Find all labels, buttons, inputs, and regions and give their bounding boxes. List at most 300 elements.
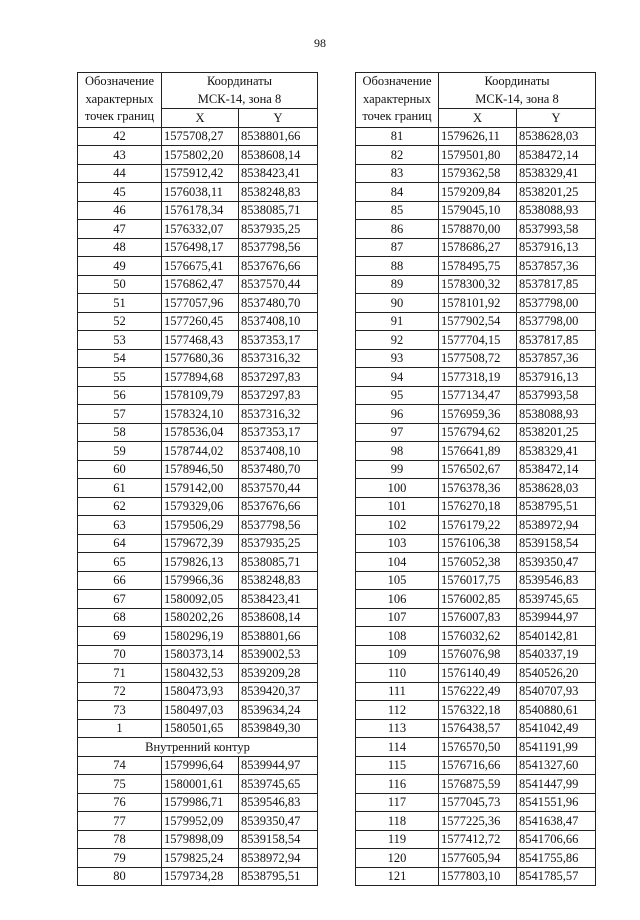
y-coordinate: 8537817,85 [517,331,596,350]
x-coordinate: 1579506,29 [162,516,239,535]
y-coordinate: 8538201,25 [517,423,596,442]
section-row [78,738,318,757]
table-row [356,516,596,535]
y-coordinate: 8538201,25 [517,183,596,202]
table-row [78,627,318,646]
x-coordinate: 1580373,14 [162,645,239,664]
point-number: 47 [78,220,162,239]
table-row [356,368,596,387]
y-coordinate: 8539158,54 [239,830,318,849]
x-coordinate: 1576862,47 [162,275,239,294]
x-coordinate: 1580202,26 [162,608,239,627]
x-coordinate: 1577134,47 [439,386,517,405]
point-number: 85 [356,201,439,220]
y-coordinate: 8541706,66 [517,830,596,849]
table-row [78,849,318,868]
header-line-3: точек границ [362,109,432,123]
y-coordinate: 8537935,25 [239,220,318,239]
table-row [356,608,596,627]
point-number: 69 [78,627,162,646]
table-row [78,590,318,609]
y-column-header: Y [517,109,596,128]
x-coordinate: 1579045,10 [439,201,517,220]
point-number: 73 [78,701,162,720]
point-number: 90 [356,294,439,313]
point-number: 113 [356,719,439,738]
point-number: 74 [78,756,162,775]
x-column-header: X [162,109,239,128]
table-row [78,460,318,479]
table-row [356,312,596,331]
x-coordinate: 1576794,62 [439,423,517,442]
table-row [78,497,318,516]
y-coordinate: 8537676,66 [239,497,318,516]
x-coordinate: 1577318,19 [439,368,517,387]
table-row [78,146,318,165]
point-number: 56 [78,386,162,405]
x-column-header: X [439,109,517,128]
page-number: 98 [314,36,326,50]
x-coordinate: 1579672,39 [162,534,239,553]
x-coordinate: 1577902,54 [439,312,517,331]
x-coordinate: 1576032,62 [439,627,517,646]
table-row [356,183,596,202]
x-coordinate: 1579966,36 [162,571,239,590]
table-row [356,553,596,572]
point-number: 61 [78,479,162,498]
point-number: 66 [78,571,162,590]
point-number: 112 [356,701,439,720]
table-row [356,867,596,886]
y-coordinate: 8538972,94 [239,849,318,868]
y-coordinate: 8537798,00 [517,294,596,313]
point-number: 102 [356,516,439,535]
point-number: 114 [356,738,439,757]
y-coordinate: 8537297,83 [239,386,318,405]
point-number: 42 [78,127,162,146]
point-number: 94 [356,368,439,387]
point-number: 106 [356,590,439,609]
coordinates-table-right-body [356,73,596,886]
point-number: 51 [78,294,162,313]
x-coordinate: 1579986,71 [162,793,239,812]
point-number: 55 [78,368,162,387]
table-row [78,571,318,590]
x-coordinate: 1576570,50 [439,738,517,757]
x-coordinate: 1576179,22 [439,516,517,535]
point-number: 60 [78,460,162,479]
y-coordinate: 8538795,51 [239,867,318,886]
y-coordinate: 8537857,36 [517,349,596,368]
point-number: 76 [78,793,162,812]
x-coordinate: 1580432,53 [162,664,239,683]
x-coordinate: 1575708,27 [162,127,239,146]
point-number: 103 [356,534,439,553]
point-number: 98 [356,442,439,461]
table-row [78,238,318,257]
table-row [356,849,596,868]
table-row [356,386,596,405]
point-number: 63 [78,516,162,535]
coordinates-table-left-body [78,73,318,886]
x-coordinate: 1579825,24 [162,849,239,868]
y-coordinate: 8537993,58 [517,386,596,405]
table-row [78,479,318,498]
x-coordinate: 1579826,13 [162,553,239,572]
x-coordinate: 1580001,61 [162,775,239,794]
table-row [78,349,318,368]
x-coordinate: 1579898,09 [162,830,239,849]
x-coordinate: 1577803,10 [439,867,517,886]
x-coordinate: 1580501,65 [162,719,239,738]
point-number: 84 [356,183,439,202]
point-number: 54 [78,349,162,368]
x-coordinate: 1576002,85 [439,590,517,609]
x-coordinate: 1576140,49 [439,664,517,683]
coordinates-title: Координаты [206,74,273,88]
y-coordinate: 8537353,17 [239,331,318,350]
x-coordinate: 1576106,38 [439,534,517,553]
table-row [78,830,318,849]
y-coordinate: 8540526,20 [517,664,596,683]
table-row [356,719,596,738]
table-row [356,793,596,812]
point-designation-header [356,73,439,128]
x-coordinate: 1576052,38 [439,553,517,572]
point-number: 70 [78,645,162,664]
y-coordinate: 8541638,47 [517,812,596,831]
point-number: 64 [78,534,162,553]
point-number: 71 [78,664,162,683]
x-coordinate: 1578109,79 [162,386,239,405]
point-number: 100 [356,479,439,498]
table-row [356,164,596,183]
y-coordinate: 8541447,99 [517,775,596,794]
table-row [78,331,318,350]
y-coordinate: 8539944,97 [239,756,318,775]
table-row [356,220,596,239]
x-coordinate: 1576038,11 [162,183,239,202]
x-coordinate: 1576875,59 [439,775,517,794]
x-coordinate: 1576498,17 [162,238,239,257]
y-coordinate: 8538423,41 [239,590,318,609]
point-number: 65 [78,553,162,572]
x-coordinate: 1576222,49 [439,682,517,701]
y-coordinate: 8537408,10 [239,442,318,461]
y-coordinate: 8541042,49 [517,719,596,738]
x-coordinate: 1576332,07 [162,220,239,239]
coordinate-system: МСК-14, зона 8 [197,91,282,106]
x-coordinate: 1579501,80 [439,146,517,165]
table-row [78,201,318,220]
table-row [356,294,596,313]
table-row [356,442,596,461]
point-number: 44 [78,164,162,183]
table-row [78,423,318,442]
y-coordinate: 8537817,85 [517,275,596,294]
point-number: 97 [356,423,439,442]
y-coordinate: 8537935,25 [239,534,318,553]
x-coordinate: 1576641,89 [439,442,517,461]
x-coordinate: 1576007,83 [439,608,517,627]
x-coordinate: 1580092,05 [162,590,239,609]
x-coordinate: 1578495,75 [439,257,517,276]
point-number: 68 [78,608,162,627]
x-coordinate: 1579952,09 [162,812,239,831]
y-coordinate: 8541191,99 [517,738,596,757]
point-number: 46 [78,201,162,220]
x-coordinate: 1579734,28 [162,867,239,886]
table-row [78,127,318,146]
coordinates-table-right [355,72,596,886]
point-number: 110 [356,664,439,683]
y-coordinate: 8540142,81 [517,627,596,646]
point-number: 88 [356,257,439,276]
table-row [78,183,318,202]
y-coordinate: 8537798,00 [517,312,596,331]
y-coordinate: 8539546,83 [517,571,596,590]
table-row [356,701,596,720]
table-row [356,257,596,276]
y-coordinate: 8538628,03 [517,479,596,498]
x-coordinate: 1577508,72 [439,349,517,368]
point-number: 95 [356,386,439,405]
table-row [356,830,596,849]
point-number: 117 [356,793,439,812]
y-coordinate: 8539420,37 [239,682,318,701]
x-coordinate: 1575802,20 [162,146,239,165]
y-coordinate: 8537480,70 [239,460,318,479]
x-coordinate: 1577605,94 [439,849,517,868]
table-row [78,294,318,313]
point-number: 111 [356,682,439,701]
table-row [356,627,596,646]
table-row [78,756,318,775]
x-coordinate: 1578870,00 [439,220,517,239]
table-row [356,275,596,294]
point-number: 45 [78,183,162,202]
x-coordinate: 1579209,84 [439,183,517,202]
y-coordinate: 8538801,66 [239,127,318,146]
y-coordinate: 8541327,60 [517,756,596,775]
point-number: 121 [356,867,439,886]
x-coordinate: 1576716,66 [439,756,517,775]
y-coordinate: 8537408,10 [239,312,318,331]
table-row [78,312,318,331]
x-coordinate: 1577225,36 [439,812,517,831]
point-number: 67 [78,590,162,609]
y-coordinate: 8537798,56 [239,516,318,535]
table-row [78,608,318,627]
y-coordinate: 8539745,65 [517,590,596,609]
table-row [356,201,596,220]
coordinate-system: МСК-14, зона 8 [475,91,559,106]
y-coordinate: 8538972,94 [517,516,596,535]
table-row [78,275,318,294]
point-number: 104 [356,553,439,572]
table-row [356,664,596,683]
y-coordinate: 8538608,14 [239,146,318,165]
table-row [78,664,318,683]
x-coordinate: 1576270,18 [439,497,517,516]
point-number: 80 [78,867,162,886]
table-row [356,331,596,350]
table-row [356,534,596,553]
y-coordinate: 8537916,13 [517,238,596,257]
y-coordinate: 8538248,83 [239,183,318,202]
x-coordinate: 1576675,41 [162,257,239,276]
point-number: 62 [78,497,162,516]
y-coordinate: 8537798,56 [239,238,318,257]
x-coordinate: 1578744,02 [162,442,239,461]
x-coordinate: 1577894,68 [162,368,239,387]
y-coordinate: 8538088,93 [517,201,596,220]
table-row [78,812,318,831]
y-coordinate: 8539158,54 [517,534,596,553]
point-number: 86 [356,220,439,239]
header-line-1: Обозначение [84,74,155,88]
y-coordinate: 8538423,41 [239,164,318,183]
point-number: 43 [78,146,162,165]
table-row [356,812,596,831]
table-row [78,257,318,276]
y-coordinate: 8541785,57 [517,867,596,886]
point-number: 105 [356,571,439,590]
y-coordinate: 8538248,83 [239,571,318,590]
x-coordinate: 1576017,75 [439,571,517,590]
coordinates-table-left [77,72,318,886]
point-number: 1 [78,719,162,738]
y-coordinate: 8538801,66 [239,627,318,646]
point-number: 72 [78,682,162,701]
table-row [78,164,318,183]
header-line-2: характерных [363,91,431,106]
x-coordinate: 1577412,72 [439,830,517,849]
coordinates-header [439,73,596,109]
y-coordinate: 8539350,47 [239,812,318,831]
y-coordinate: 8538608,14 [239,608,318,627]
table-row [356,349,596,368]
y-coordinate: 8539849,30 [239,719,318,738]
y-coordinate: 8537857,36 [517,257,596,276]
table-row [78,405,318,424]
y-coordinate: 8539002,53 [239,645,318,664]
y-coordinate: 8537353,17 [239,423,318,442]
y-coordinate: 8538085,71 [239,201,318,220]
point-number: 91 [356,312,439,331]
x-coordinate: 1578324,10 [162,405,239,424]
table-row [356,497,596,516]
x-coordinate: 1579626,11 [439,127,517,146]
x-coordinate: 1577680,36 [162,349,239,368]
x-coordinate: 1576502,67 [439,460,517,479]
table-row [356,405,596,424]
table-row [356,146,596,165]
table-row [356,590,596,609]
table-row [356,238,596,257]
point-number: 116 [356,775,439,794]
y-coordinate: 8537570,44 [239,275,318,294]
table-row [356,479,596,498]
table-row [78,867,318,886]
table-row [78,682,318,701]
table-row [78,516,318,535]
y-column-header: Y [239,109,318,128]
table-row [356,682,596,701]
y-coordinate: 8541755,86 [517,849,596,868]
x-coordinate: 1577260,45 [162,312,239,331]
y-coordinate: 8540880,61 [517,701,596,720]
x-coordinate: 1579362,58 [439,164,517,183]
header-line-3: точек границ [84,109,155,123]
table-row [78,719,318,738]
point-number: 50 [78,275,162,294]
point-number: 109 [356,645,439,664]
y-coordinate: 8537676,66 [239,257,318,276]
y-coordinate: 8538472,14 [517,146,596,165]
y-coordinate: 8538472,14 [517,460,596,479]
table-row [78,442,318,461]
point-number: 92 [356,331,439,350]
y-coordinate: 8538088,93 [517,405,596,424]
x-coordinate: 1576378,36 [439,479,517,498]
y-coordinate: 8537316,32 [239,405,318,424]
table-row [356,423,596,442]
y-coordinate: 8538628,03 [517,127,596,146]
coordinates-header [162,73,318,109]
point-number: 53 [78,331,162,350]
y-coordinate: 8538329,41 [517,442,596,461]
y-coordinate: 8537993,58 [517,220,596,239]
point-number: 79 [78,849,162,868]
point-number: 83 [356,164,439,183]
x-coordinate: 1576438,57 [439,719,517,738]
table-row [78,534,318,553]
x-coordinate: 1578300,32 [439,275,517,294]
point-number: 89 [356,275,439,294]
table-row [356,775,596,794]
y-coordinate: 8539745,65 [239,775,318,794]
table-row [356,127,596,146]
point-number: 118 [356,812,439,831]
table-row [78,553,318,572]
x-coordinate: 1576322,18 [439,701,517,720]
point-number: 48 [78,238,162,257]
y-coordinate: 8537570,44 [239,479,318,498]
point-number: 115 [356,756,439,775]
table-row [356,756,596,775]
point-number: 52 [78,312,162,331]
y-coordinate: 8537316,32 [239,349,318,368]
table-row [356,571,596,590]
table-row [356,460,596,479]
point-number: 119 [356,830,439,849]
point-number: 108 [356,627,439,646]
table-row [78,368,318,387]
point-number: 87 [356,238,439,257]
x-coordinate: 1578946,50 [162,460,239,479]
point-number: 59 [78,442,162,461]
point-number: 78 [78,830,162,849]
point-number: 49 [78,257,162,276]
x-coordinate: 1578101,92 [439,294,517,313]
table-row [78,645,318,664]
point-number: 82 [356,146,439,165]
point-number: 58 [78,423,162,442]
x-coordinate: 1580473,93 [162,682,239,701]
point-number: 93 [356,349,439,368]
header-line-2: характерных [85,91,154,106]
